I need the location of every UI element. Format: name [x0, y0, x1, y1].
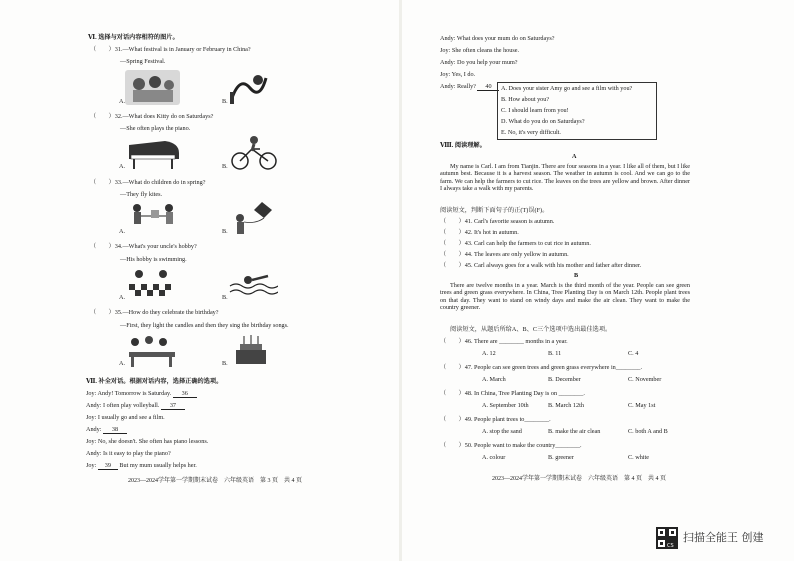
- q32: （ ）32.—What does Kitty do on Saturdays?: [90, 113, 214, 120]
- q31-answer: —Spring Festival.: [120, 58, 166, 65]
- option-e: E. No, it's very difficult.: [501, 129, 561, 136]
- section7-title: Ⅶ. 补全对话。根据对话内容，选择正确的选项。: [86, 378, 223, 385]
- mc-50-question: （ ）50. People want to make the country________.: [440, 442, 582, 449]
- q33-answer: —They fly kites.: [120, 191, 163, 198]
- passage-b: There are twelve months in a year. March is the third month of the year. People can see green trees and green grass everywhere. In China, Tree Planting Day is on March 12th. People plant trees on that day. They want to stand on windy days and make the air clean. They want to make the country greener.: [440, 282, 690, 312]
- chess-picture: [125, 266, 180, 298]
- kite-flying-picture: [228, 200, 276, 236]
- mc-49-b: B. make the air clean: [548, 428, 601, 435]
- q31-label-a: A.: [119, 98, 126, 105]
- mc-46-b: B. 11: [548, 350, 562, 357]
- option-b: B. How about you?: [501, 96, 550, 103]
- q32-label-a: A.: [119, 163, 126, 170]
- q35-answer: —First, they light the candles and then they sing the birthday songs.: [120, 322, 289, 329]
- passage-a: My name is Carl. I am from Tianjin. There are four seasons in a year. I like all of them, but I like autumn best. Because it is a harvest season. The weather in autumn is cool. And we can go to the farm. We can help the farmers to cut rice. The leaves on the trees are yellow and brown. After dinner I always take a walk with my parents.: [440, 163, 690, 193]
- blank-40[interactable]: 40: [477, 83, 499, 91]
- mc-50-a: A. colour: [482, 454, 506, 461]
- mc-47-c: C. November: [628, 376, 662, 383]
- options-box: [497, 82, 657, 140]
- right-footer: 2023—2024学年第一学期期末试卷 六年级英语 第 4 页 共 4 页: [492, 476, 667, 482]
- camscanner-logo: [656, 527, 678, 549]
- dialogue-line-6: Andy: Is it easy to play the piano?: [86, 450, 171, 457]
- q33: （ ）33.—What do children do in spring?: [90, 179, 206, 186]
- blank-36[interactable]: 36: [173, 390, 197, 398]
- tf-item-44: （ ）44. The leaves are only yellow in autumn.: [440, 251, 569, 258]
- dialogue-cont-5: Andy: Really? 40: [440, 83, 499, 91]
- mc-50-c: C. white: [628, 454, 649, 461]
- dialogue-line-5: Joy: No, she doesn't. She often has piano lessons.: [86, 438, 209, 445]
- kids-playing-picture: [125, 200, 183, 235]
- blank-39[interactable]: 39: [98, 462, 118, 470]
- q35-label-b: B.: [222, 360, 228, 367]
- section6-title: Ⅵ. 选择与对话内容相符的图片。: [88, 34, 179, 41]
- q35: （ ）35.—How do they celebrate the birthday?: [90, 309, 219, 316]
- birthday-cake-picture: [228, 332, 274, 368]
- q35-label-a: A.: [119, 360, 126, 367]
- mc-49-question: （ ）49. People plant trees to________.: [440, 416, 551, 423]
- mc-50-b: B. greener: [548, 454, 574, 461]
- dialogue-line-4: Andy: 38: [86, 426, 127, 434]
- mc-46-c: C. 4: [628, 350, 639, 357]
- camscanner-watermark: [656, 527, 788, 549]
- blank-37[interactable]: 37: [161, 402, 185, 410]
- dragon-dance-picture: [228, 68, 268, 106]
- dialogue-cont-4: Joy: Yes, I do.: [440, 71, 476, 78]
- mc-47-question: （ ）47. People can see green trees and green grass everywhere in________.: [440, 364, 643, 371]
- mc-47-b: B. December: [548, 376, 581, 383]
- piano-picture: [125, 135, 183, 171]
- spring-festival-picture: [125, 70, 180, 105]
- dialogue-cont-2: Joy: She often cleans the house.: [440, 47, 520, 54]
- cycling-picture: [228, 135, 280, 171]
- mc-48-c: C. May 1st: [628, 402, 656, 409]
- dialogue-line-7: Joy: 39 But my mum usually helps her.: [86, 462, 197, 469]
- dialogue-cont-3: Andy: Do you help your mum?: [440, 59, 518, 66]
- q32-label-b: B.: [222, 163, 228, 170]
- mc-46-question: （ ）46. There are ________ months in a year.: [440, 338, 568, 345]
- option-a: A. Does your sister Amy go and see a film with you?: [501, 85, 633, 92]
- mc-49-c: C. both A and B: [628, 428, 668, 435]
- q32-answer: —She often plays the piano.: [120, 125, 191, 132]
- dialogue-line-3: Joy: I usually go and see a film.: [86, 414, 165, 421]
- q34-label-b: B.: [222, 294, 228, 301]
- mc-48-question: （ ）48. In China, Tree Planting Day is on ________.: [440, 390, 585, 397]
- mc-49-a: A. stop the sand: [482, 428, 522, 435]
- section8-title: Ⅷ. 阅读理解。: [440, 142, 486, 149]
- q34-answer: —His hobby is swimming.: [120, 256, 187, 263]
- watermark-text: 扫描全能王 创建: [683, 531, 764, 544]
- q33-label-a: A.: [119, 228, 126, 235]
- mc-instruction: 阅读短文，从题后所给A、B、C三个选项中选出最佳选项。: [450, 326, 612, 333]
- q34-label-a: A.: [119, 294, 126, 301]
- tf-instruction: 阅读短文，判断下面句子的正(T)误(F)。: [440, 207, 549, 214]
- q31-label-b: B.: [222, 98, 228, 105]
- mc-48-a: A. September 10th: [482, 402, 529, 409]
- tf-item-41: （ ）41. Carl's favorite season is autumn.: [440, 218, 555, 225]
- passage-b-label: B: [574, 272, 579, 279]
- left-footer: 2023—2024学年第一学期期末试卷 六年级英语 第 3 页 共 4 页: [128, 478, 303, 484]
- mc-48-b: B. March 12th: [548, 402, 584, 409]
- tf-item-43: （ ）43. Carl can help the farmers to cut rice in autumn.: [440, 240, 591, 247]
- dialogue-line-2: Andy: I often play volleyball. 37: [86, 402, 185, 410]
- option-c: C. I should learn from you!: [501, 107, 569, 114]
- svg-text:CS: CS: [667, 543, 674, 549]
- family-dinner-picture: [125, 332, 180, 368]
- passage-a-label: A: [572, 153, 577, 160]
- q33-label-b: B.: [222, 228, 228, 235]
- option-d: D. What do you do on Saturdays?: [501, 118, 585, 125]
- q34: （ ）34.—What's your uncle's hobby?: [90, 243, 197, 250]
- blank-38[interactable]: 38: [103, 426, 127, 434]
- q31: （ ）31.—What festival is in January or February in China?: [90, 46, 251, 53]
- dialogue-cont-1: Andy: What does your mum do on Saturdays?: [440, 35, 555, 42]
- tf-item-42: （ ）42. It's hot in autumn.: [440, 229, 519, 236]
- mc-47-a: A. March: [482, 376, 506, 383]
- dialogue-line-1: Joy: Andy! Tomorrow is Saturday. 36: [86, 390, 197, 398]
- swimming-picture: [228, 266, 278, 300]
- mc-46-a: A. 12: [482, 350, 496, 357]
- tf-item-45: （ ）45. Carl always goes for a walk with his mother and father after dinner.: [440, 262, 642, 269]
